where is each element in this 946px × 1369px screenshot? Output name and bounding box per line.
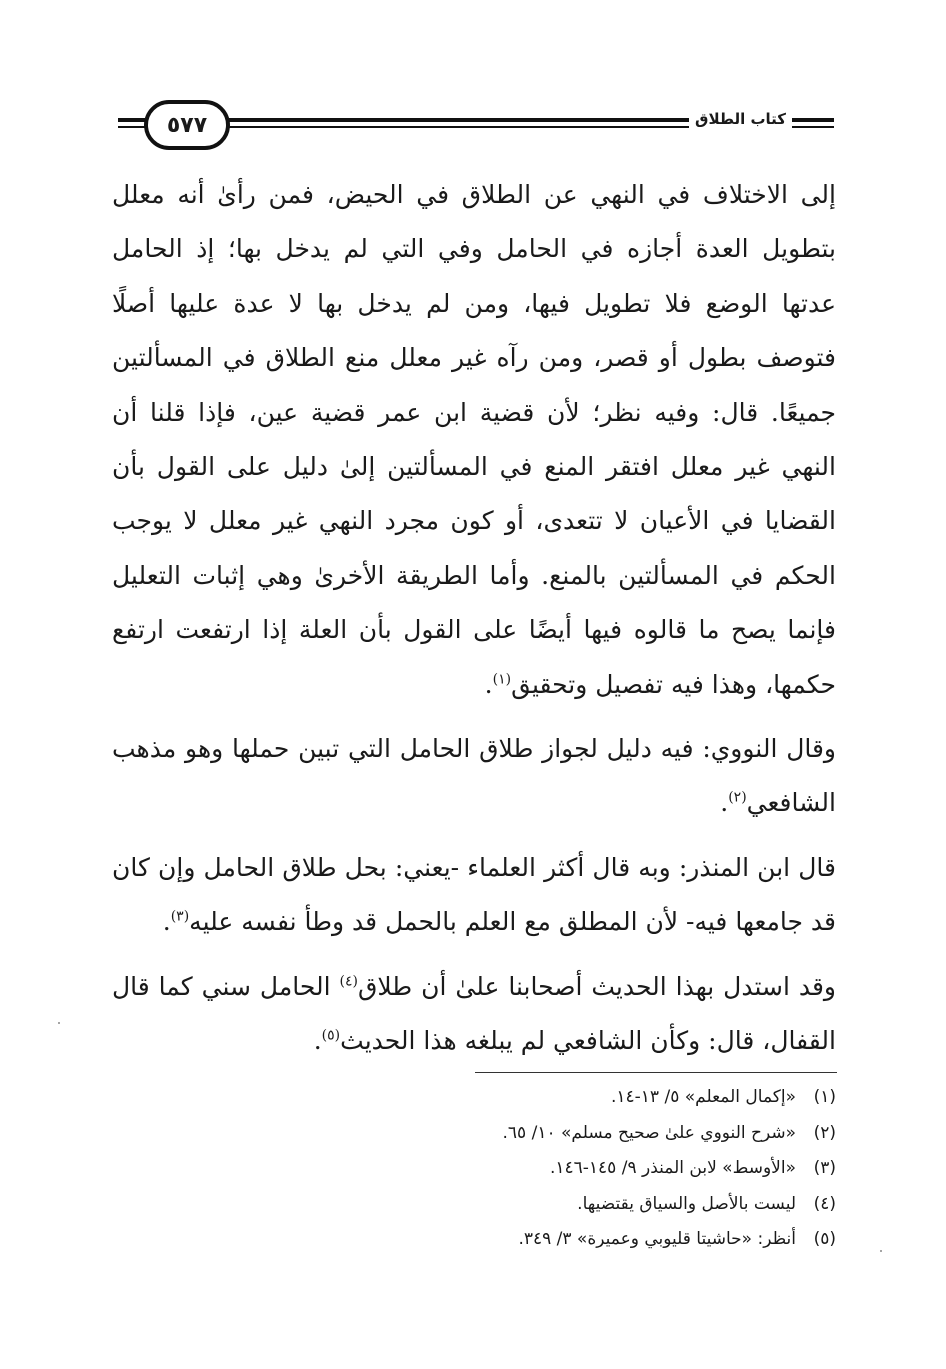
footnote: (٤)ليست بالأصل والسياق يقتضيها. (577, 1193, 836, 1214)
running-title: كتاب الطلاق (689, 110, 792, 128)
footnote-ref: (١) (492, 671, 512, 688)
paragraph: إلى الاختلاف في النهي عن الطلاق في الحيض، فمن رأىٰ أنه معلل بتطويل العدة أجازه في الحامل وفي التي لم يدخل بها؛ إذ الحامل عدتها الوضع فلا تطويل فيها، ومن لم يدخل بها لا عدة عليها أصلًا فتوصف بطول أو قصر، ومن رآه غير معلل منع الطلاق في المسألتين جميعًا. قال: وفيه نظر؛ لأن قضية ابن عمر قضية عين، فإذا قلنا أن النهي غير معلل افتقر المنع في المسألتين إلىٰ دليل على القول بأن القضايا في الأعيان لا تتعدى، أو كون مجرد النهي غير معلل لا يوجب الحكم في المسألتين بالمنع. وأما الطريقة الأخرىٰ وهي إثبات التعليل فإنما يصح ما قالوه فيها أيضًا على القول بأن العلة إذا ارتفعت ارتفع حكمها، وهذا فيه تفصيل وتحقيق$^{(١)}$. (112, 180, 836, 699)
footnote-ref: (٣) (170, 908, 190, 925)
footnote-ref: (٢) (728, 790, 747, 807)
footnote: (٢)«شرح النووي علىٰ صحيح مسلم» ١٠/ ٦٥. (502, 1122, 836, 1143)
paragraph: وقال النووي: فيه دليل لجواز طلاق الحامل التي تبين حملها وهو مذهب الشافعي$^{(٢)}$. (112, 734, 836, 818)
footnote-ref: (٤) (339, 973, 358, 990)
footnote-ref: (٥) (321, 1027, 341, 1044)
footnote: (١)«إكمال المعلم» ٥/ ١٣-١٤. (610, 1087, 836, 1107)
footnote-separator (475, 1072, 837, 1073)
page-header (118, 96, 834, 156)
footnote: (٣)«الأوسط» لابن المنذر ٩/ ١٤٥-١٤٦. (549, 1158, 836, 1178)
scan-speck (58, 1022, 60, 1024)
paragraph: قال ابن المنذر: وبه قال أكثر العلماء -يعني: بحل طلاق الحامل وإن كان قد جامعها فيه- لأن المطلق مع العلم بالحمل قد وطأ نفسه عليه$^{(٣)}$. (112, 852, 836, 937)
footnotes (300, 1080, 836, 1258)
paragraph: وقد استدل بهذا الحديث أصحابنا علىٰ أن طلاق$^{(٤)}$ الحامل سني كما قال القفال، قال: وكأن الشافعي لم يبلغه هذا الحديث$^{(٥)}$. (112, 971, 836, 1056)
main-text (112, 168, 836, 1069)
scan-speck (880, 1250, 882, 1252)
page-number: ٥٧٧ (166, 112, 208, 138)
footnote: (٥)أنظر: «حاشيتا قليوبي وعميرة» ٣/ ٣٤٩. (518, 1229, 836, 1249)
page-number-badge (144, 100, 230, 150)
